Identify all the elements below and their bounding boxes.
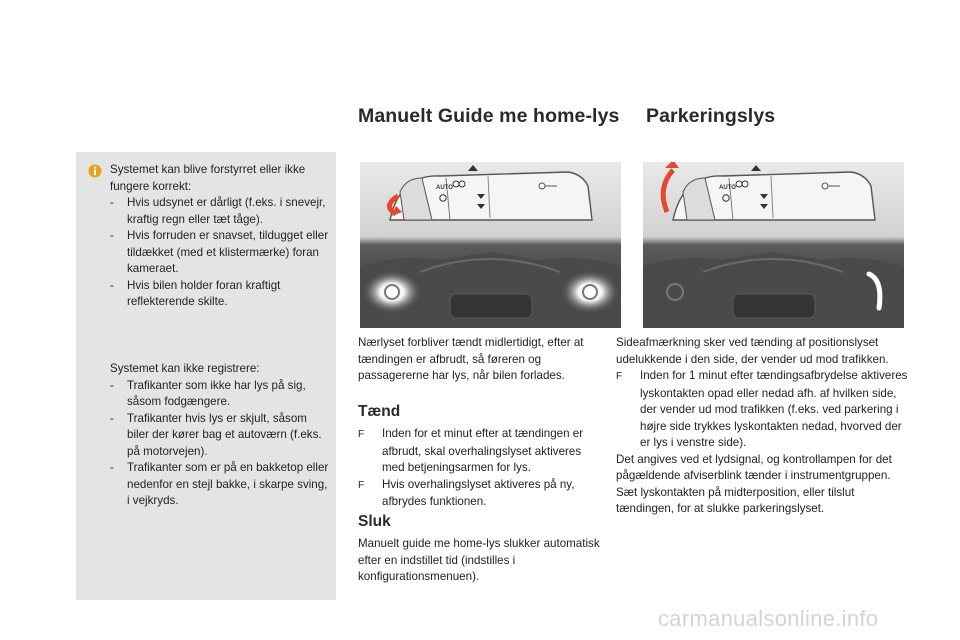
on-heading: Tænd [358, 403, 401, 420]
info-intro-2: Systemet kan ikke registrere: [110, 362, 260, 375]
info-icon [88, 163, 102, 179]
guide-title: Manuelt Guide me home-lys [358, 105, 620, 127]
info-block-limitations [110, 162, 332, 311]
off-description [358, 536, 602, 586]
info-item: - Hvis forruden er snavset, tildugget eller tildækket (med et klistermærke) foran kameraet. [110, 229, 329, 275]
info-intro: Systemet kan blive forstyrret eller ikke fungere korrekt: [110, 163, 306, 193]
list-item: F Hvis overhalingslyset aktiveres på ny, afbrydes funktionen. [358, 477, 575, 508]
list-item: F Inden for 1 minut efter tændingsafbrydelse aktiveres lyskontakten opad eller nedad afh. af hvilken side, der vender ud mod trafikken (f.eks. ved parkering i højre side trykkes lyskontakten nedad, hvorved der er lys i venstre side). [616, 369, 908, 449]
parking-paragraph: Sideafmærkning sker ved tænding af positionslyset udelukkende i den side, der vender ud mod trafikken. [616, 336, 889, 366]
parking-paragraph: Det angives ved et lydsignal, og kontrollampen for det pågældende afviserblink tænder i instrumentgruppen. [616, 452, 892, 482]
off-heading: Sluk [358, 513, 391, 530]
off-paragraph: Manuelt guide me home-lys slukker automatisk efter en indstillet tid (indstilles i konfigurationsmenuen). [358, 537, 600, 583]
info-item: - Trafikanter hvis lys er skjult, såsom biler der kører bag et autoværn (f.eks. på motorvejen). [110, 411, 322, 458]
svg-text:AUTO: AUTO [719, 185, 736, 191]
parking-description [616, 335, 908, 518]
info-item: - Hvis udsynet er dårligt (f.eks. i snevejr, kraftig regn eller tæt tåge). [110, 196, 326, 226]
guide-description [358, 335, 602, 385]
footer-watermark: carmanualsonline.info [658, 606, 879, 631]
on-list [358, 426, 602, 511]
info-block-detection [110, 361, 332, 510]
info-item: - Trafikanter som er på en bakketop eller nedenfor en stejl bakke, i skarpe sving, i vejkryds. [110, 461, 329, 507]
guide-paragraph: Nærlyset forbliver tændt midlertidigt, efter at tændingen er afbrudt, så føreren og passagererne har lys, når bilen forlades. [358, 336, 584, 382]
guide-illustration [360, 162, 621, 328]
parking-illustration [643, 162, 904, 328]
parking-title: Parkeringslys [646, 105, 776, 127]
parking-paragraph: Sæt lyskontakten på midterposition, eller tilslut tændingen, for at slukke parkeringslyset. [616, 485, 855, 515]
info-item: - Trafikanter som ikke har lys på sig, såsom fodgængere. [110, 378, 306, 408]
svg-text:AUTO: AUTO [436, 185, 453, 191]
info-item: - Hvis bilen holder foran kraftigt reflekterende skilte. [110, 278, 281, 308]
list-item: F Inden for et minut efter at tændingen er afbrudt, skal overhalingslyset aktiveres med betjeningsarmen for lys. [358, 427, 584, 474]
